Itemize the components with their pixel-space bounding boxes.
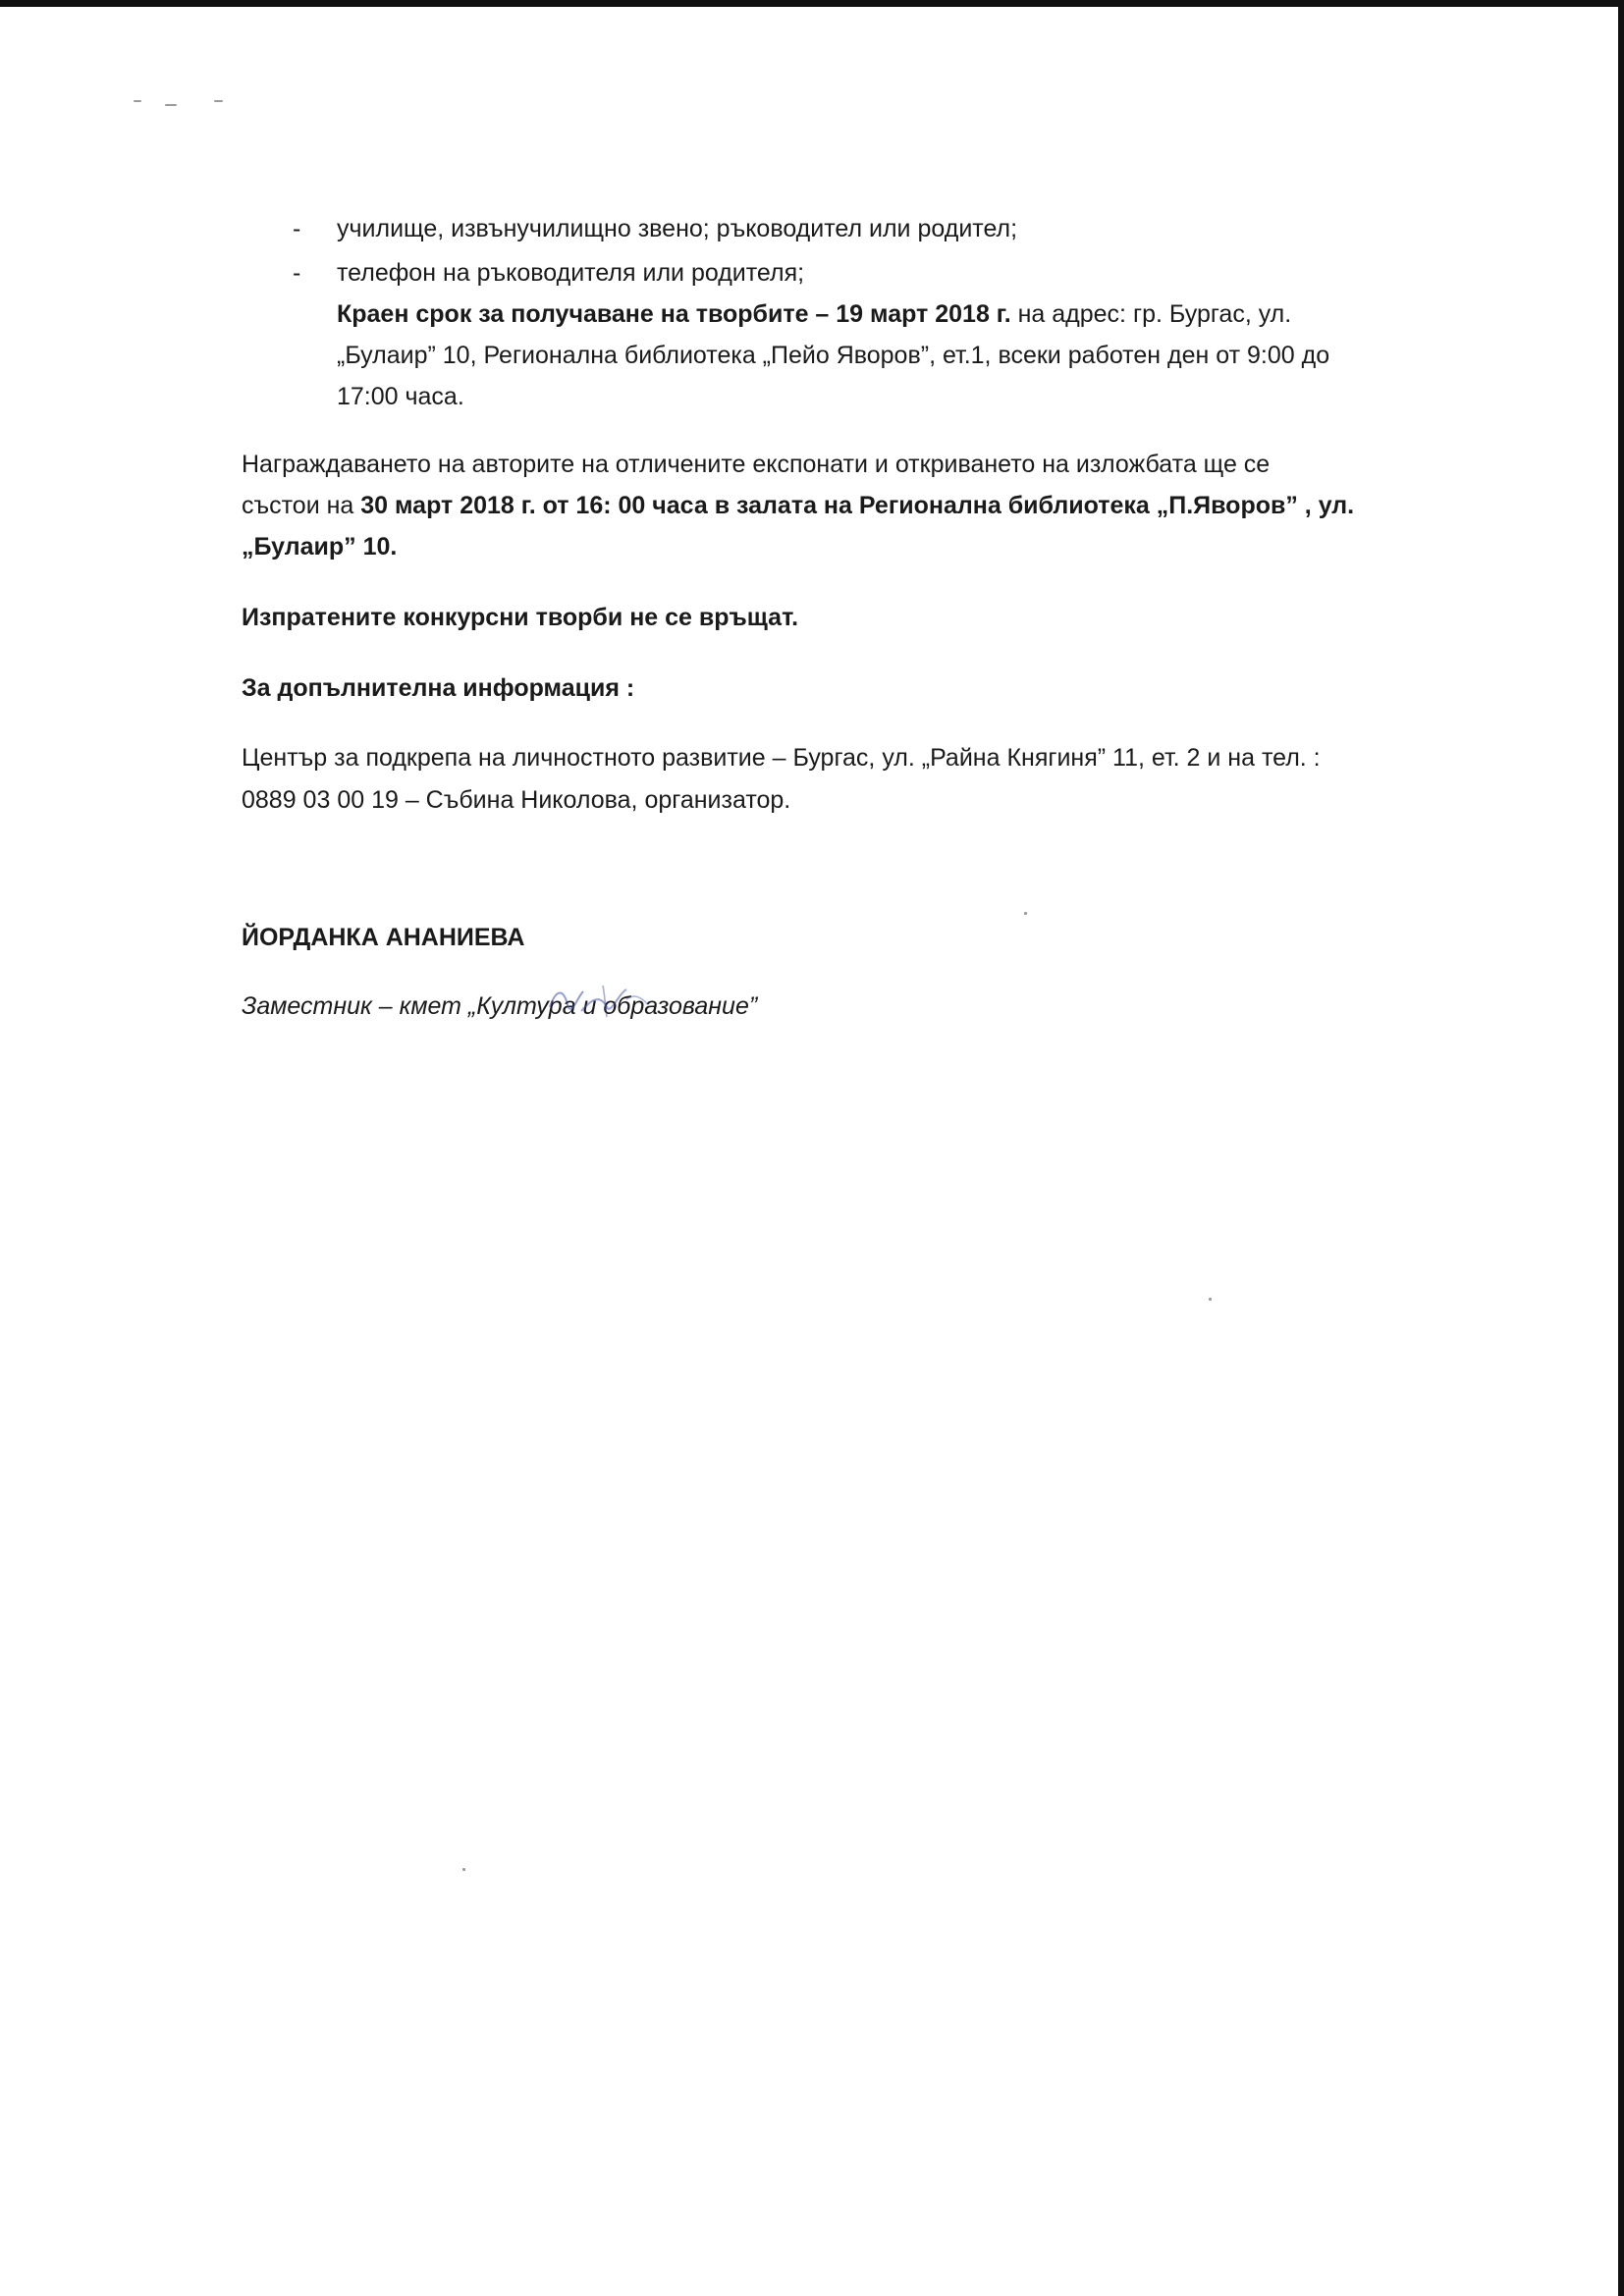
returns-bold: Изпратените конкурсни творби xyxy=(242,604,623,631)
info-heading-text: За допълнителна информация : xyxy=(242,674,635,702)
returns-note xyxy=(242,601,798,634)
deadline-line-1 xyxy=(337,297,1291,331)
bullet-marker: - xyxy=(293,215,301,242)
deadline-bold: Краен срок за получаване на творбите – 19 март 2018 г. xyxy=(337,300,1011,328)
scan-speck xyxy=(1024,912,1027,915)
bullet-item-phone: телефон на ръководителя или родителя; xyxy=(337,259,805,287)
scan-edge-top xyxy=(0,0,1624,7)
handwritten-signature xyxy=(542,978,655,1023)
signatory-title: Заместник – кмет „Култура и образование” xyxy=(242,992,758,1020)
signatory-name xyxy=(242,921,524,954)
contact-line-1: Център за подкрепа на личностното развитие – Бургас, ул. „Райна Княгиня” 11, ет. 2 и на тел. : xyxy=(242,744,1321,772)
award-line-2 xyxy=(242,489,1354,522)
scan-edge-right xyxy=(1618,0,1624,2296)
signatory-name-text: ЙОРДАНКА АНАНИЕВА xyxy=(242,924,525,951)
contact-line-2: 0889 03 00 19 – Събина Николова, организатор. xyxy=(242,786,791,814)
returns-normal: не се връщат. xyxy=(623,604,799,631)
award-bold: 30 март 2018 г. от 16: 00 часа в залата на Регионална библиотека „П.Яворов” , ул. xyxy=(360,492,1355,519)
bullet-item-school: училище, извънучилищно звено; ръководител или родител; xyxy=(337,215,1018,242)
award-line-1: Награждаването на авторите на отличените експонати и откриването на изложбата ще се xyxy=(242,451,1271,478)
deadline-address: на адрес: гр. Бургас, ул. xyxy=(1010,300,1292,328)
award-line-3 xyxy=(242,530,397,563)
scan-speck xyxy=(214,100,223,102)
scan-speck xyxy=(134,100,141,102)
bullet-marker: - xyxy=(293,259,301,287)
award-normal: състои на xyxy=(242,492,361,519)
award-address: „Булаир” 10. xyxy=(242,533,398,561)
scan-speck xyxy=(1209,1298,1212,1301)
scan-speck xyxy=(165,104,177,106)
deadline-line-2: „Булаир” 10, Регионална библиотека „Пейо Яворов”, ет.1, всеки работен ден от 9:00 до xyxy=(337,342,1330,369)
info-heading xyxy=(242,671,634,705)
scan-speck xyxy=(462,1868,465,1871)
deadline-line-3: 17:00 часа. xyxy=(337,383,464,410)
